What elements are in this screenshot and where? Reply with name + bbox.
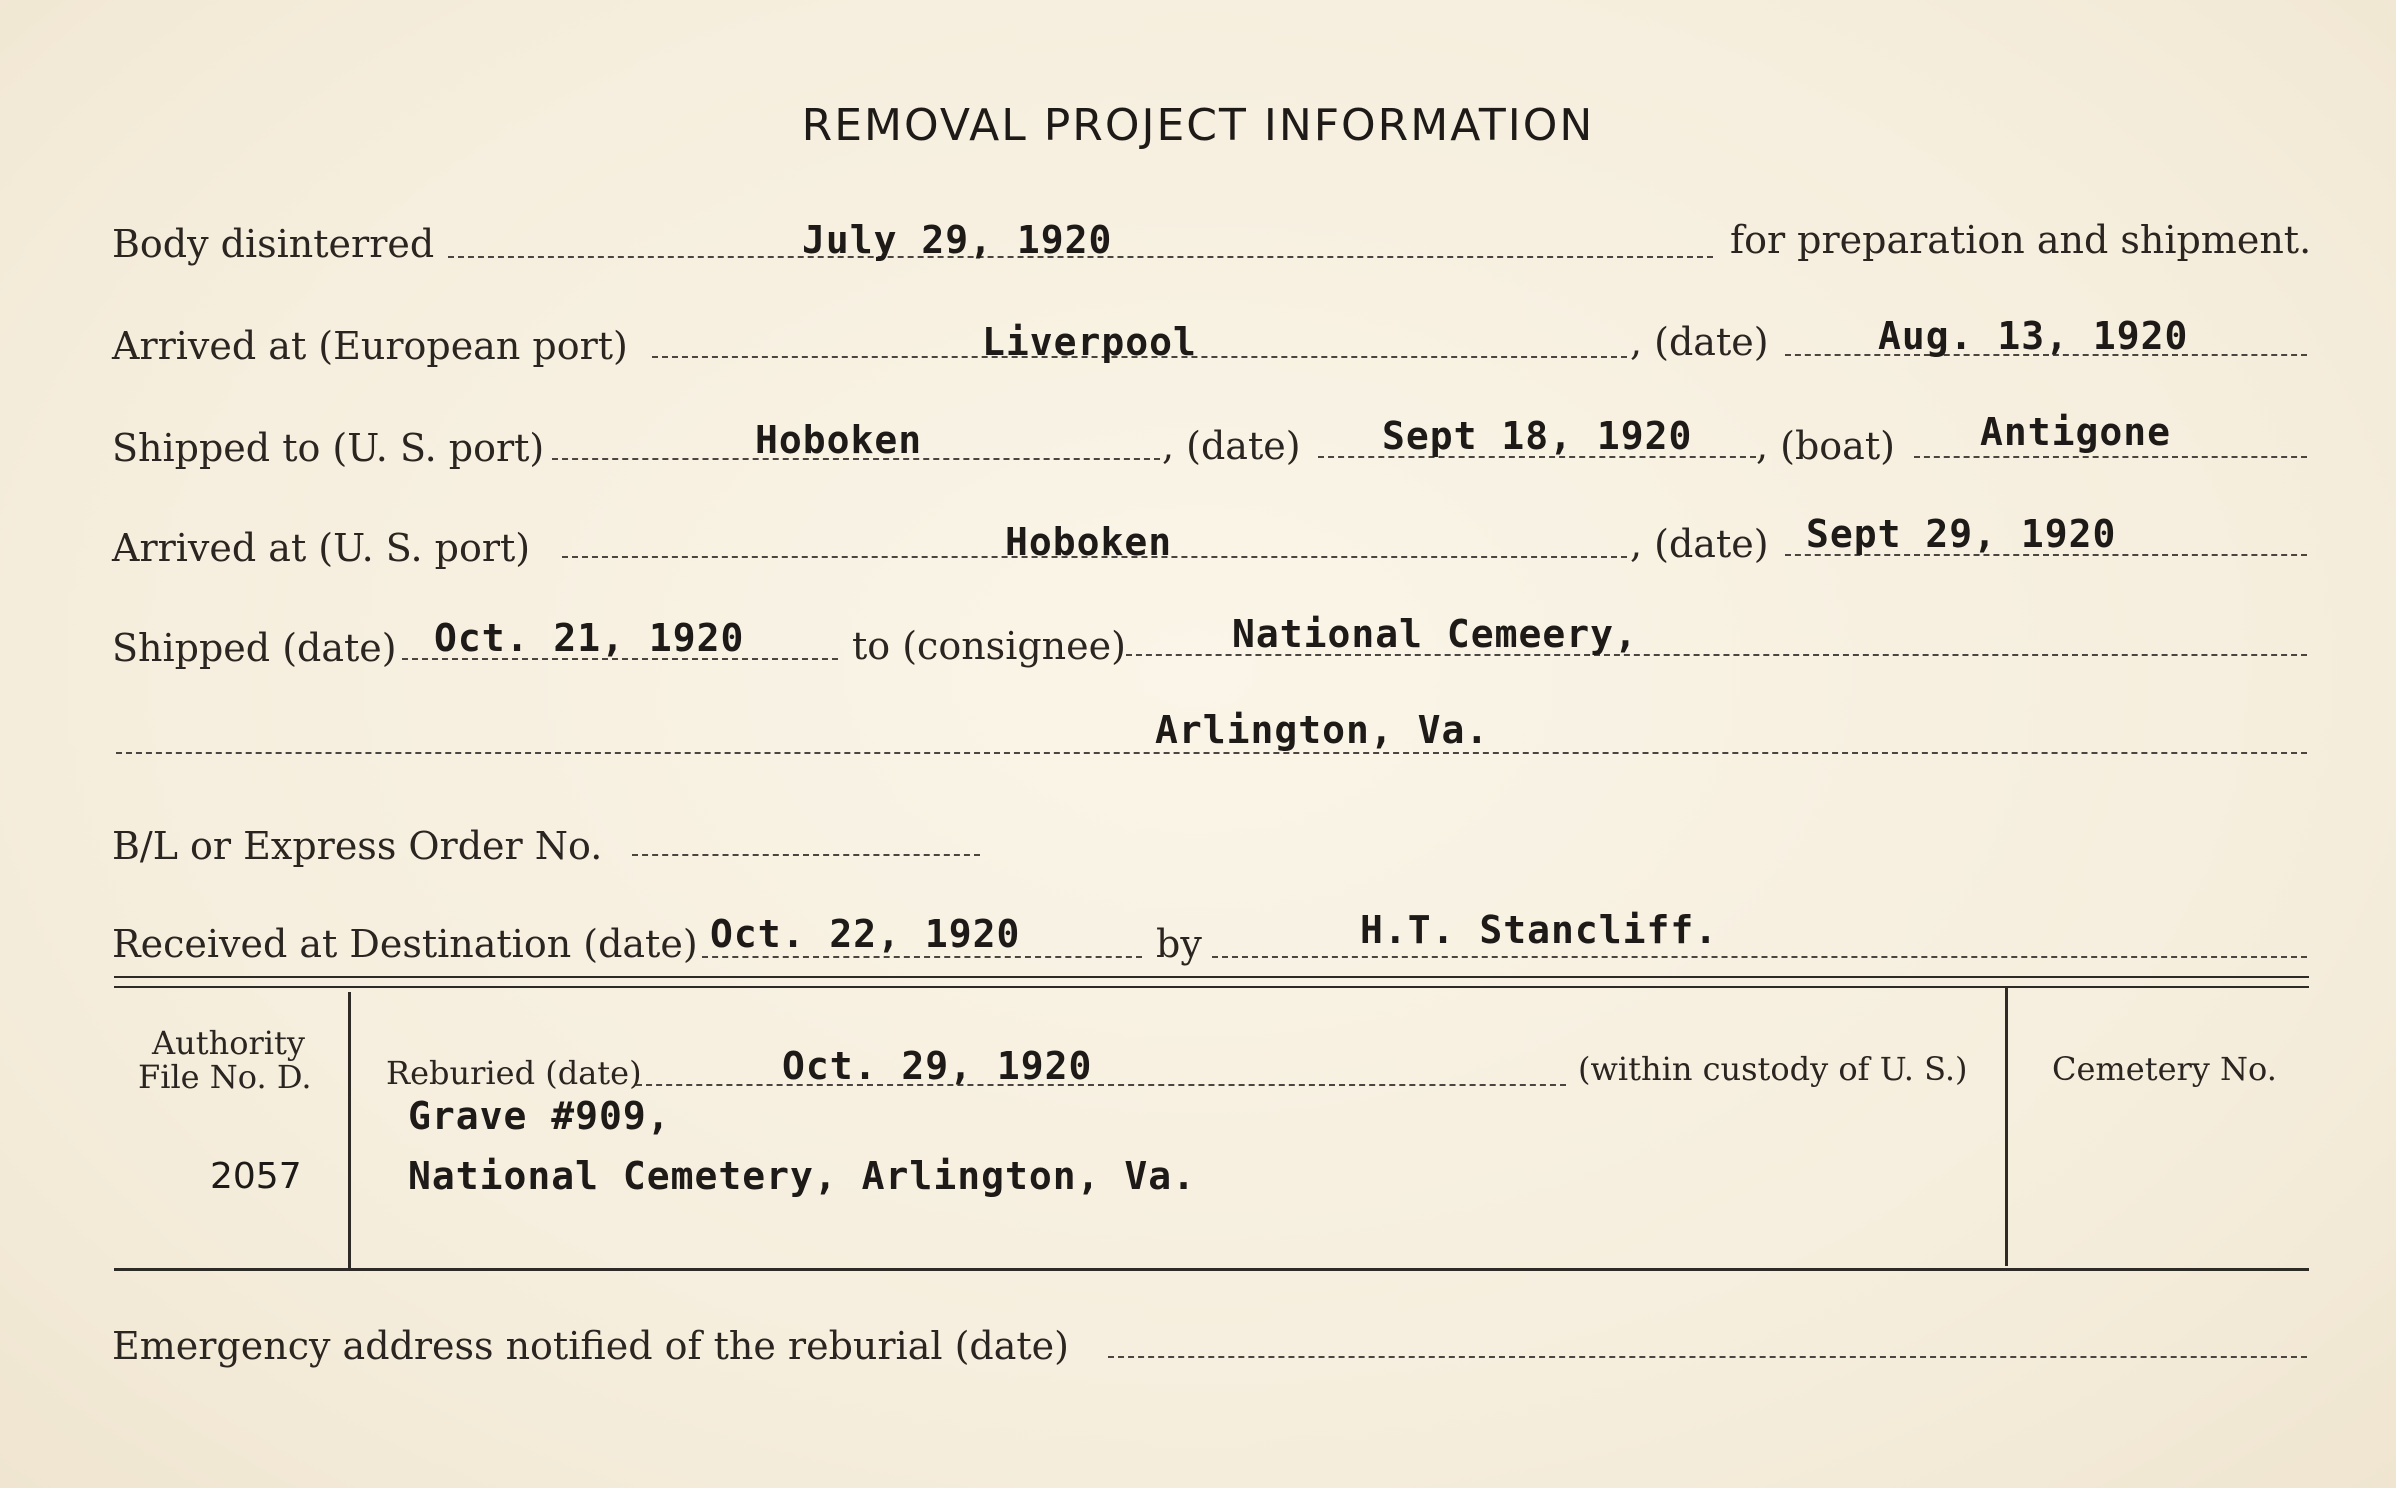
value-arrived-us-date: Sept 29, 1920 <box>1806 512 2117 556</box>
label-received-destination: Received at Destination (date) <box>112 922 698 966</box>
line-reburied <box>636 1084 1566 1086</box>
label-shipped-to-us: Shipped to (U. S. port) <box>112 426 545 470</box>
rule-top-b <box>114 986 2309 988</box>
value-us-port: Hoboken <box>755 418 923 462</box>
line-received-date <box>702 956 1142 958</box>
label-file-no: File No. D. <box>138 1058 312 1096</box>
label-date-arrived-us: , (date) <box>1630 522 1769 566</box>
line-bl-order <box>632 854 980 856</box>
label-boat: , (boat) <box>1756 424 1895 468</box>
label-body-disinterred: Body disinterred <box>112 222 435 266</box>
value-shipped-date: Oct. 21, 1920 <box>434 616 745 660</box>
value-shipped-us-date: Sept 18, 1920 <box>1382 414 1693 458</box>
value-consignee-line1: National Cemeery, <box>1232 612 1638 656</box>
line-consignee-continued <box>116 752 2307 754</box>
value-reburied-date: Oct. 29, 1920 <box>782 1044 1093 1088</box>
line-boat <box>1914 456 2307 458</box>
value-disinterred-date: July 29, 1920 <box>802 218 1113 262</box>
label-date-european: , (date) <box>1630 320 1769 364</box>
label-arrived-us: Arrived at (U. S. port) <box>112 526 531 570</box>
label-custody: (within custody of U. S.) <box>1578 1050 1968 1088</box>
label-to-consignee: to (consignee) <box>852 624 1126 668</box>
value-grave-line1: Grave #909, <box>408 1094 671 1138</box>
divider-right <box>2005 986 2008 1266</box>
value-consignee-line2: Arlington, Va. <box>1155 708 1490 752</box>
form-title: REMOVAL PROJECT INFORMATION <box>801 100 1595 151</box>
divider-left <box>348 992 351 1270</box>
label-arrived-european: Arrived at (European port) <box>112 324 628 368</box>
value-file-no: 2057 <box>210 1156 302 1197</box>
value-grave-line2: National Cemetery, Arlington, Va. <box>408 1154 1196 1198</box>
label-emergency: Emergency address notified of the reburial (date) <box>112 1324 1069 1368</box>
rule-bottom <box>114 1268 2309 1271</box>
label-cemetery-no: Cemetery No. <box>2052 1050 2277 1088</box>
label-reburied: Reburied (date) <box>386 1054 642 1092</box>
value-received-date: Oct. 22, 1920 <box>710 912 1021 956</box>
label-for-preparation: for preparation and shipment. <box>1730 218 2312 262</box>
line-emergency <box>1108 1356 2307 1358</box>
line-received-by <box>1212 956 2307 958</box>
value-european-date: Aug. 13, 1920 <box>1878 314 2189 358</box>
value-boat: Antigone <box>1980 410 2172 454</box>
value-received-by: H.T. Stancliff. <box>1360 908 1719 952</box>
label-shipped-date: Shipped (date) <box>112 626 397 670</box>
label-authority: Authority <box>152 1024 305 1062</box>
label-bl-order: B/L or Express Order No. <box>112 824 603 868</box>
label-by: by <box>1156 922 1202 966</box>
value-european-port: Liverpool <box>982 320 1197 364</box>
rule-top-a <box>114 976 2309 978</box>
value-arrived-us-port: Hoboken <box>1005 520 1173 564</box>
label-date-shipped-us: , (date) <box>1162 424 1301 468</box>
